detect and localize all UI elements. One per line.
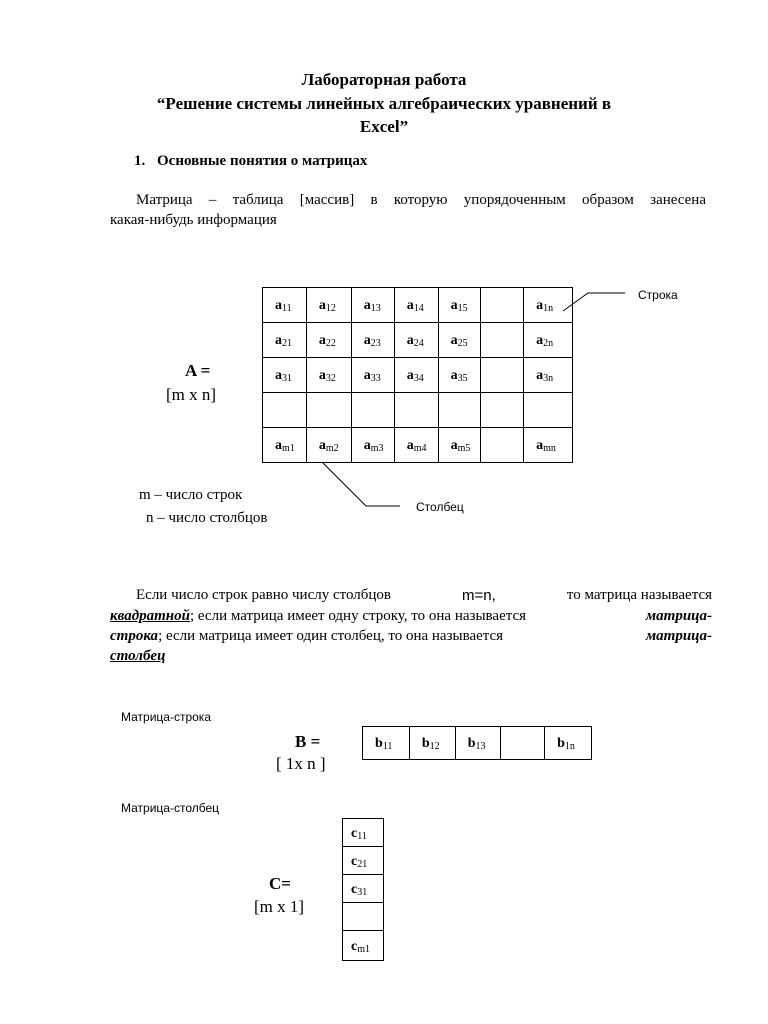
element-index: 2n <box>543 338 554 349</box>
doc-title-line2: “Решение системы линейных алгебраических уравнений в <box>156 94 612 113</box>
element-symbol <box>343 882 367 898</box>
matrix-empty-cell <box>343 903 384 931</box>
matrix-c-row <box>343 847 384 875</box>
row-callout-line <box>563 293 625 311</box>
element-letter: a <box>275 298 282 313</box>
matrix-element <box>343 875 384 903</box>
element-letter: a <box>406 333 414 348</box>
square-line1 <box>110 586 712 605</box>
term-column-matrix-end: столбец <box>110 648 166 664</box>
element-letter: a <box>450 298 458 313</box>
element-index: m2 <box>325 443 339 454</box>
element-index: 34 <box>413 373 424 384</box>
matrix-a-dims: [m x n] <box>166 385 217 404</box>
element-letter: a <box>536 298 544 313</box>
element-index: mn <box>543 443 556 454</box>
element-symbol <box>363 736 392 752</box>
matrix-b-caption: Матрица-строка <box>121 710 211 724</box>
element-symbol <box>545 736 575 752</box>
element-letter: a <box>275 368 282 383</box>
element-letter: a <box>318 298 326 313</box>
element-index: 11 <box>282 303 292 314</box>
square-line1-post: то матрица называется <box>566 587 712 603</box>
matrix-b-table <box>362 726 592 760</box>
element-index: 25 <box>457 338 468 349</box>
element-index: 1n <box>564 741 575 752</box>
element-index: m3 <box>370 443 384 454</box>
matrix-c-row <box>343 931 384 961</box>
square-line2 <box>110 607 712 626</box>
matrix-c-row <box>343 903 384 931</box>
matrix-b-row <box>363 727 592 760</box>
element-letter: b <box>421 736 430 751</box>
element-index: m1 <box>282 443 295 454</box>
element-letter: a <box>363 438 371 453</box>
matrix-c-table <box>342 818 384 961</box>
column-callout-label: Столбец <box>416 500 464 514</box>
element-symbol <box>343 854 367 870</box>
element-index: 31 <box>282 373 292 384</box>
element-index: 33 <box>370 373 381 384</box>
element-index: 11 <box>357 830 367 842</box>
matrix-element <box>363 727 410 760</box>
element-letter: a <box>318 333 326 348</box>
square-line3 <box>110 627 712 646</box>
element-letter: a <box>363 333 371 348</box>
element-index: 31 <box>357 886 368 898</box>
matrix-b-dims: [ 1x n ] <box>276 754 326 773</box>
element-letter: a <box>536 333 544 348</box>
element-index: 13 <box>475 741 486 752</box>
element-index: 23 <box>370 338 381 349</box>
element-letter: a <box>536 438 544 453</box>
element-letter: a <box>450 333 458 348</box>
element-letter: c <box>351 881 358 897</box>
square-line1-pre: Если число строк равно числу столбцов <box>136 587 392 603</box>
doc-title-line3: Excel” <box>359 117 409 136</box>
element-index: 14 <box>413 303 424 314</box>
term-row-matrix-start: матрица- <box>645 608 712 624</box>
matrix-element <box>455 727 500 760</box>
element-letter: c <box>351 825 358 841</box>
element-letter: b <box>375 736 383 751</box>
element-index: 3n <box>543 373 554 384</box>
element-index: 24 <box>413 338 424 349</box>
matrix-a-label: A = <box>185 361 211 380</box>
section-heading: Основные понятия о матрицах <box>157 153 368 169</box>
element-letter: a <box>318 368 326 383</box>
element-letter: a <box>363 368 371 383</box>
square-line2-mid: ; если матрица имеет одну строку, то она называется <box>189 608 527 624</box>
element-symbol <box>456 736 486 752</box>
matrix-c-caption: Матрица-столбец <box>121 801 220 815</box>
element-index: 32 <box>325 373 336 384</box>
column-callout-line <box>322 462 400 506</box>
term-square: квадратной <box>110 608 190 624</box>
element-index: 35 <box>457 373 468 384</box>
matrix-element <box>343 819 384 847</box>
n-definition: n – число столбцов <box>146 510 268 526</box>
definition-line1: Матрица – таблица [массив] в которую упорядоченным образом занесена <box>136 192 706 208</box>
element-index: 22 <box>325 338 336 349</box>
element-index: 11 <box>382 741 393 752</box>
element-index: 13 <box>370 303 381 314</box>
element-index: 21 <box>357 858 368 870</box>
element-letter: a <box>275 438 282 453</box>
element-index: 12 <box>325 303 336 314</box>
element-letter: c <box>351 853 358 869</box>
matrix-b-label: B = <box>295 732 321 751</box>
doc-title-line1: Лабораторная работа <box>301 70 467 89</box>
matrix-c-dims: [m x 1] <box>254 897 305 916</box>
element-letter: a <box>318 438 326 453</box>
term-column-matrix-start: матрица- <box>645 628 712 644</box>
element-index: m5 <box>457 443 471 454</box>
matrix-element <box>343 847 384 875</box>
element-letter: b <box>467 736 476 751</box>
element-index: 1n <box>543 303 554 314</box>
element-letter: a <box>450 438 458 453</box>
element-symbol <box>343 826 367 842</box>
section-number: 1. <box>134 153 146 169</box>
element-letter: b <box>557 736 565 751</box>
definition-line2: какая-нибудь информация <box>110 212 277 228</box>
element-index: 21 <box>282 338 292 349</box>
element-index: 15 <box>457 303 468 314</box>
element-letter: a <box>536 368 544 383</box>
element-symbol <box>343 939 370 955</box>
matrix-element <box>409 727 455 760</box>
square-line1-mn: m=n, <box>462 587 496 604</box>
matrix-c-label: C= <box>269 874 291 893</box>
element-index: 12 <box>429 741 440 752</box>
element-letter: a <box>406 298 414 313</box>
matrix-empty-cell <box>500 727 545 760</box>
element-letter: a <box>275 333 282 348</box>
term-row-matrix-end: строка <box>110 628 159 644</box>
element-letter: a <box>363 298 371 313</box>
element-letter: a <box>450 368 458 383</box>
m-definition: m – число строк <box>139 487 243 503</box>
element-symbol <box>410 736 440 752</box>
square-line3-mid: ; если матрица имеет один столбец, то она называется <box>158 628 504 644</box>
element-index: m1 <box>357 943 370 955</box>
matrix-element <box>343 931 384 961</box>
element-letter: a <box>406 368 414 383</box>
row-callout-label: Строка <box>638 288 678 302</box>
element-letter: a <box>406 438 414 453</box>
matrix-c-row <box>343 819 384 847</box>
matrix-c-row <box>343 875 384 903</box>
element-letter: c <box>351 938 358 954</box>
matrix-element <box>545 727 592 760</box>
element-index: m4 <box>413 443 427 454</box>
